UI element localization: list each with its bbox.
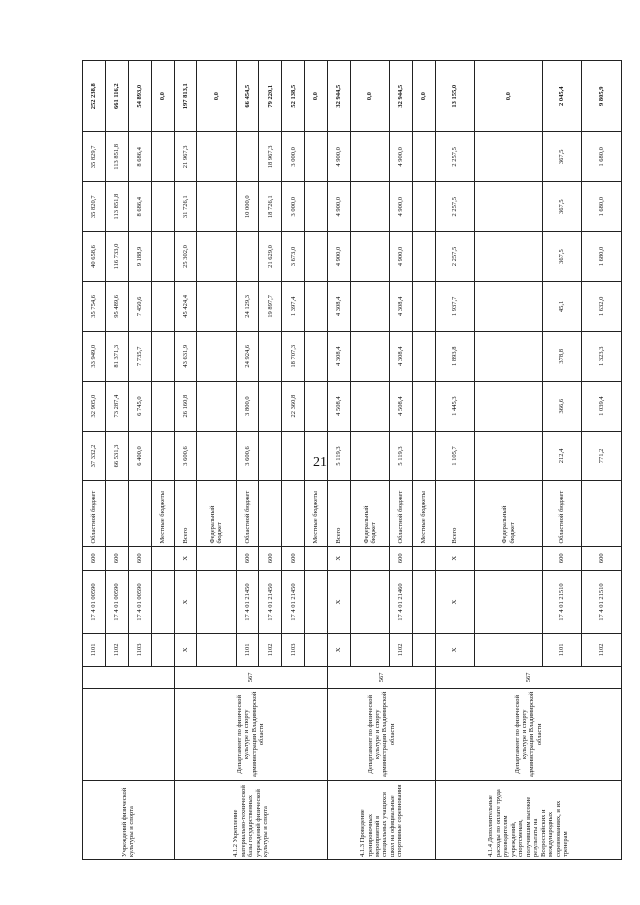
year-value-cell	[413, 281, 436, 331]
year-value-cell	[413, 182, 436, 232]
year-value-cell: 6 745,0	[128, 381, 151, 431]
total-cell: 54 893,0	[128, 61, 151, 132]
year-value-cell: 18 726,1	[259, 182, 282, 232]
year-value-cell: 7 450,6	[128, 281, 151, 331]
total-cell: 0,0	[475, 61, 543, 132]
rz-pr-cell: 1103	[282, 634, 305, 667]
year-value-cell	[151, 182, 174, 232]
funding-source-cell: Всего	[328, 481, 351, 546]
year-value-cell: 4 308,4	[390, 331, 413, 381]
csr-cell: 17 4 01 00590	[105, 570, 128, 633]
rz-pr-cell	[151, 634, 174, 667]
vr-cell: 600	[542, 546, 581, 570]
rz-pr-cell: Х	[328, 634, 351, 667]
funding-source-cell: Областной бюджет	[390, 481, 413, 546]
vr-cell: Х	[174, 546, 197, 570]
year-value-cell	[305, 182, 328, 232]
vr-cell	[475, 546, 543, 570]
year-value-cell	[475, 232, 543, 282]
year-value-cell	[151, 331, 174, 381]
csr-cell	[350, 570, 389, 633]
rz-pr-cell	[197, 634, 236, 667]
year-value-cell	[475, 281, 543, 331]
year-value-cell: 21 967,3	[174, 132, 197, 182]
year-value-cell: 4 308,4	[328, 281, 351, 331]
csr-cell: 17 4 01 21510	[582, 570, 622, 633]
year-value-cell	[350, 232, 389, 282]
rz-pr-cell	[350, 634, 389, 667]
year-value-cell: 1 680,0	[582, 182, 622, 232]
funding-source-cell	[128, 481, 151, 546]
csr-cell: 17 4 01 21460	[390, 570, 413, 633]
funding-source-cell: Федеральный бюджет	[197, 481, 236, 546]
year-value-cell	[305, 331, 328, 381]
csr-cell: Х	[174, 570, 197, 633]
funding-source-cell: Местные бюджеты	[151, 481, 174, 546]
year-value-cell	[475, 381, 543, 431]
year-value-cell: 95 489,6	[105, 281, 128, 331]
year-value-cell: 113 851,8	[105, 132, 128, 182]
year-value-cell: 771,2	[582, 431, 622, 481]
funding-source-cell: Местные бюджеты	[305, 481, 328, 546]
vr-cell	[305, 546, 328, 570]
year-value-cell	[282, 431, 305, 481]
csr-cell	[305, 570, 328, 633]
year-value-cell	[151, 431, 174, 481]
total-cell: 197 813,1	[174, 61, 197, 132]
year-value-cell: 7 735,7	[128, 331, 151, 381]
year-value-cell	[413, 132, 436, 182]
funding-source-cell: Местные бюджеты	[413, 481, 436, 546]
csr-cell: 17 4 01 21510	[542, 570, 581, 633]
year-value-cell	[350, 281, 389, 331]
year-value-cell: 8 686,4	[128, 182, 151, 232]
year-value-cell	[305, 281, 328, 331]
grbs-code-cell: 567	[174, 666, 328, 688]
year-value-cell	[350, 431, 389, 481]
year-value-cell: 1 397,4	[282, 281, 305, 331]
year-value-cell: 22 360,8	[282, 381, 305, 431]
vr-cell	[151, 546, 174, 570]
year-value-cell	[259, 381, 282, 431]
total-cell: 13 155,0	[435, 61, 474, 132]
year-value-cell: 45,1	[542, 281, 581, 331]
year-value-cell: 3 600,6	[174, 431, 197, 481]
total-cell: 9 805,9	[582, 61, 622, 132]
year-value-cell: 73 287,4	[105, 381, 128, 431]
year-value-cell: 1 632,0	[582, 281, 622, 331]
year-value-cell	[305, 132, 328, 182]
total-cell: 32 944,5	[328, 61, 351, 132]
funding-source-cell: Всего	[435, 481, 474, 546]
funding-source-cell	[282, 481, 305, 546]
measure-name-cell: 4.1.2 Укрепление материально-технической базы государственных учреждений физической культуры и спорта	[174, 780, 328, 859]
year-value-cell: 66 531,3	[105, 431, 128, 481]
csr-cell	[151, 570, 174, 633]
year-value-cell	[305, 431, 328, 481]
csr-cell: Х	[328, 570, 351, 633]
year-value-cell	[475, 431, 543, 481]
funding-source-cell: Федеральный бюджет	[350, 481, 389, 546]
department-cell	[83, 689, 175, 781]
year-value-cell: 1 323,3	[582, 331, 622, 381]
total-cell: 79 220,1	[259, 61, 282, 132]
year-value-cell	[305, 232, 328, 282]
year-value-cell	[305, 381, 328, 431]
rz-pr-cell: 1103	[128, 634, 151, 667]
year-value-cell: 8 686,4	[128, 132, 151, 182]
year-value-cell	[475, 132, 543, 182]
measure-name-cell: 4.1.3 Проведение тренировочных мероприятий в специальных учащихся школ на официальные спортивные соревнования	[328, 780, 436, 859]
year-value-cell: 18 707,3	[282, 331, 305, 381]
year-value-cell	[413, 232, 436, 282]
year-value-cell	[236, 232, 259, 282]
year-value-cell: 3 600,6	[236, 431, 259, 481]
rz-pr-cell: 1101	[542, 634, 581, 667]
year-value-cell: 19 897,7	[259, 281, 282, 331]
year-value-cell	[259, 331, 282, 381]
year-value-cell: 4 508,4	[328, 381, 351, 431]
year-value-cell	[350, 381, 389, 431]
year-value-cell: 2 257,5	[435, 182, 474, 232]
year-value-cell	[197, 232, 236, 282]
year-value-cell	[236, 132, 259, 182]
csr-cell: 17 4 01 21450	[259, 570, 282, 633]
year-value-cell: 9 188,9	[128, 232, 151, 282]
year-value-cell: 367,5	[542, 182, 581, 232]
grbs-code-cell: 567	[435, 666, 621, 688]
year-value-cell: 4 900,0	[328, 182, 351, 232]
funding-source-cell	[582, 481, 622, 546]
table-row	[174, 61, 197, 860]
year-value-cell: 1 105,7	[435, 431, 474, 481]
year-value-cell: 3 800,0	[236, 381, 259, 431]
rz-pr-cell	[413, 634, 436, 667]
department-cell: Департамент по физической культуре и спорту администрации Владимирской области	[174, 689, 328, 781]
year-value-cell: 25 302,0	[174, 232, 197, 282]
year-value-cell: 32 905,0	[83, 381, 106, 431]
year-value-cell: 1 039,4	[582, 381, 622, 431]
total-cell: 0,0	[350, 61, 389, 132]
year-value-cell: 5 119,3	[328, 431, 351, 481]
total-cell: 2 045,4	[542, 61, 581, 132]
rz-pr-cell: 1102	[582, 634, 622, 667]
vr-cell: 600	[128, 546, 151, 570]
year-value-cell: 37 332,2	[83, 431, 106, 481]
year-value-cell: 4 900,0	[328, 132, 351, 182]
csr-cell	[413, 570, 436, 633]
vr-cell	[197, 546, 236, 570]
csr-cell: 17 4 01 21450	[282, 570, 305, 633]
vr-cell: 600	[83, 546, 106, 570]
total-cell: 52 138,5	[282, 61, 305, 132]
year-value-cell: 45 424,4	[174, 281, 197, 331]
year-value-cell: 378,8	[542, 331, 581, 381]
year-value-cell: 4 308,4	[390, 281, 413, 331]
table-row	[328, 61, 351, 860]
vr-cell: Х	[328, 546, 351, 570]
year-value-cell: 4 308,4	[328, 331, 351, 381]
year-value-cell: 4 508,4	[390, 381, 413, 431]
year-value-cell: 6 400,0	[128, 431, 151, 481]
year-value-cell: 1 680,0	[582, 132, 622, 182]
year-value-cell: 81 371,3	[105, 331, 128, 381]
measure-name-cell: 4.1.4 Дополнительные расходы по оплате труда руководителям учреждений, спортсменам, получившим высокие результаты на Всероссийских и международных соревнованиях, и их тренерам	[435, 780, 621, 859]
year-value-cell: 43 631,9	[174, 331, 197, 381]
year-value-cell: 21 629,0	[259, 232, 282, 282]
year-value-cell: 366,6	[542, 381, 581, 431]
year-value-cell: 35 754,6	[83, 281, 106, 331]
year-value-cell	[259, 431, 282, 481]
year-value-cell: 116 733,0	[105, 232, 128, 282]
year-value-cell: 40 658,6	[83, 232, 106, 282]
year-value-cell: 4 900,0	[390, 232, 413, 282]
vr-cell: 600	[259, 546, 282, 570]
total-cell: 0,0	[305, 61, 328, 132]
year-value-cell: 1 893,8	[435, 331, 474, 381]
vr-cell: 600	[105, 546, 128, 570]
year-value-cell: 26 160,8	[174, 381, 197, 431]
year-value-cell: 2 257,5	[435, 232, 474, 282]
year-value-cell: 212,4	[542, 431, 581, 481]
budget-table	[82, 60, 622, 860]
department-cell: Департамент по физической культуре и спорту администрации Владимирской области	[435, 689, 621, 781]
year-value-cell: 3 000,0	[282, 132, 305, 182]
table-row	[435, 61, 474, 860]
year-value-cell: 3 673,0	[282, 232, 305, 282]
year-value-cell: 33 949,0	[83, 331, 106, 381]
year-value-cell	[413, 431, 436, 481]
year-value-cell: 18 967,3	[259, 132, 282, 182]
total-cell: 0,0	[197, 61, 236, 132]
department-cell: Департамент по физической культуре и спорту администрации Владимирской области	[328, 689, 436, 781]
year-value-cell	[197, 281, 236, 331]
year-value-cell	[350, 132, 389, 182]
funding-source-cell: Всего	[174, 481, 197, 546]
vr-cell: 600	[390, 546, 413, 570]
csr-cell	[475, 570, 543, 633]
funding-source-cell: Областной бюджет	[542, 481, 581, 546]
rz-pr-cell: 1102	[105, 634, 128, 667]
year-value-cell: 2 257,5	[435, 132, 474, 182]
rz-pr-cell	[305, 634, 328, 667]
vr-cell	[413, 546, 436, 570]
year-value-cell: 24 129,3	[236, 281, 259, 331]
year-value-cell: 35 829,7	[83, 132, 106, 182]
year-value-cell	[197, 381, 236, 431]
total-cell: 32 944,5	[390, 61, 413, 132]
year-value-cell: 5 119,3	[390, 431, 413, 481]
year-value-cell: 4 900,0	[328, 232, 351, 282]
vr-cell: 600	[282, 546, 305, 570]
year-value-cell	[197, 182, 236, 232]
year-value-cell: 1 445,3	[435, 381, 474, 431]
year-value-cell	[197, 431, 236, 481]
year-value-cell	[197, 331, 236, 381]
csr-cell: 17 4 01 21450	[236, 570, 259, 633]
funding-source-cell	[259, 481, 282, 546]
rz-pr-cell: Х	[174, 634, 197, 667]
rz-pr-cell	[475, 634, 543, 667]
year-value-cell	[475, 331, 543, 381]
year-value-cell: 35 820,7	[83, 182, 106, 232]
year-value-cell: 367,5	[542, 232, 581, 282]
table-body	[83, 61, 622, 860]
total-cell: 661 116,2	[105, 61, 128, 132]
grbs-code-cell: 567	[328, 666, 436, 688]
funding-source-cell: Областной бюджет	[236, 481, 259, 546]
csr-cell	[197, 570, 236, 633]
funding-source-cell: Федеральный бюджет	[475, 481, 543, 546]
year-value-cell	[350, 182, 389, 232]
year-value-cell: 1 680,0	[582, 232, 622, 282]
table-row	[83, 61, 106, 860]
total-cell: 66 454,5	[236, 61, 259, 132]
rz-pr-cell: 1101	[83, 634, 106, 667]
total-cell: 0,0	[151, 61, 174, 132]
total-cell: 0,0	[413, 61, 436, 132]
year-value-cell	[151, 232, 174, 282]
rz-pr-cell: Х	[435, 634, 474, 667]
rz-pr-cell: 1102	[390, 634, 413, 667]
year-value-cell: 1 937,7	[435, 281, 474, 331]
year-value-cell	[151, 281, 174, 331]
csr-cell: 17 4 01 00590	[128, 570, 151, 633]
year-value-cell	[151, 132, 174, 182]
year-value-cell: 31 726,1	[174, 182, 197, 232]
rotated-table-wrapper	[82, 60, 622, 860]
year-value-cell	[151, 381, 174, 431]
csr-cell: 17 4 01 00590	[83, 570, 106, 633]
year-value-cell	[413, 381, 436, 431]
rz-pr-cell: 1102	[259, 634, 282, 667]
grbs-code-cell	[83, 666, 175, 688]
year-value-cell: 4 900,0	[390, 132, 413, 182]
total-cell: 252 238,8	[83, 61, 106, 132]
vr-cell: 600	[582, 546, 622, 570]
measure-name-cell: Учреждений физической культуры и спорта	[83, 780, 175, 859]
year-value-cell: 113 851,8	[105, 182, 128, 232]
year-value-cell: 4 900,0	[390, 182, 413, 232]
funding-source-cell: Областной бюджет	[83, 481, 106, 546]
csr-cell: Х	[435, 570, 474, 633]
year-value-cell	[413, 331, 436, 381]
year-value-cell	[350, 331, 389, 381]
vr-cell	[350, 546, 389, 570]
rz-pr-cell: 1101	[236, 634, 259, 667]
page-number: 21	[313, 455, 327, 470]
vr-cell: Х	[435, 546, 474, 570]
year-value-cell: 3 000,0	[282, 182, 305, 232]
year-value-cell: 367,5	[542, 132, 581, 182]
year-value-cell	[475, 182, 543, 232]
year-value-cell: 24 924,6	[236, 331, 259, 381]
funding-source-cell	[105, 481, 128, 546]
year-value-cell	[197, 132, 236, 182]
vr-cell: 600	[236, 546, 259, 570]
year-value-cell: 10 000,0	[236, 182, 259, 232]
